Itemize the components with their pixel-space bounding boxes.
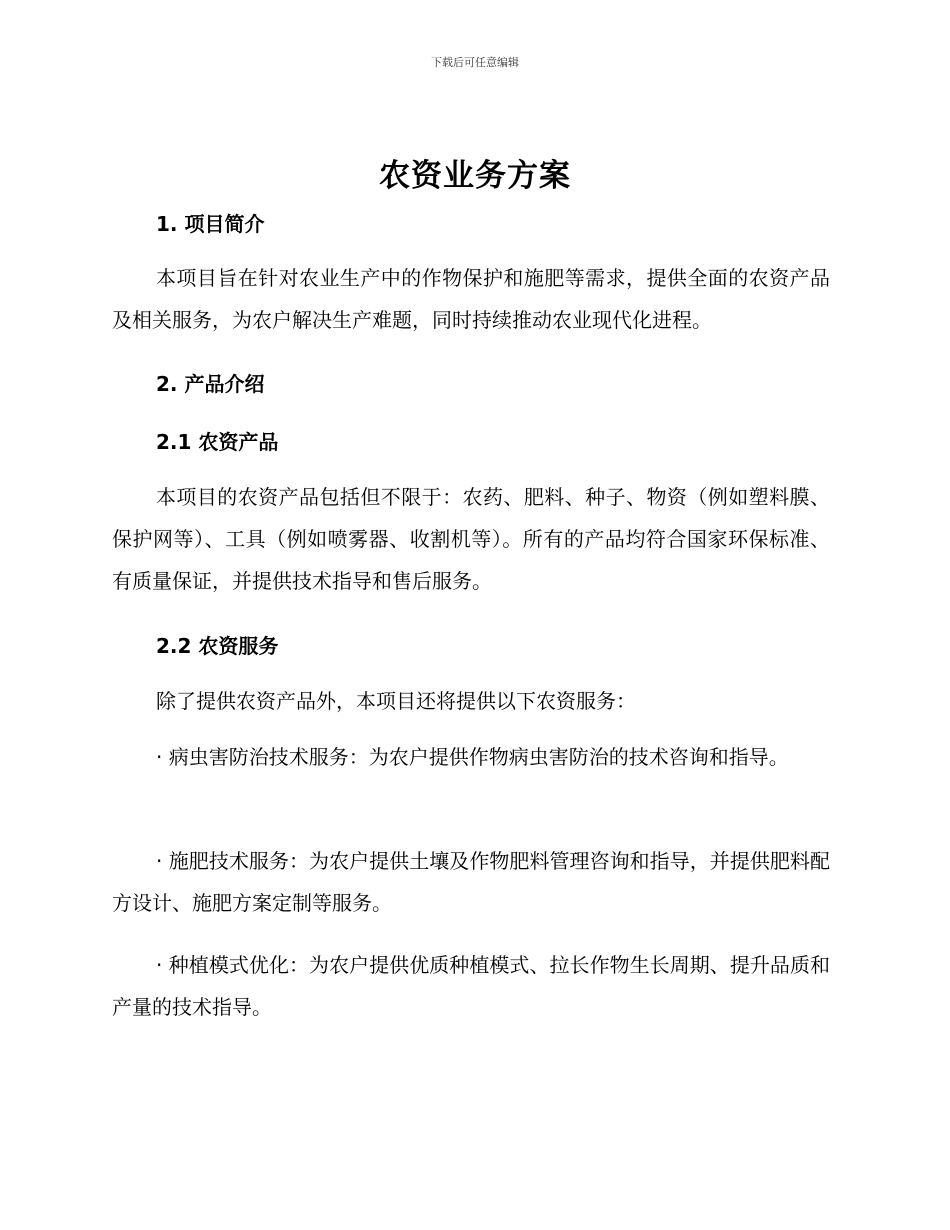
document-title: 农资业务方案 — [379, 158, 571, 194]
section-2-1-heading: 2.1 农资产品 — [156, 430, 279, 454]
section-2-2-intro: 除了提供农资产品外，本项目还将提供以下农资服务： — [156, 689, 636, 713]
section-2-heading: 2. 产品介绍 — [156, 372, 265, 396]
section-2-2-heading: 2.2 农资服务 — [156, 634, 279, 658]
section-1-paragraph: 本项目旨在针对农业生产中的作物保护和施肥等需求，提供全面的农资产品及相关服务，为农户解决生产难题，同时持续推动农业现代化进程。 — [112, 266, 830, 332]
service-bullet-pest-control: · 病虫害防治技术服务：为农户提供作物病虫害防治的技术咨询和指导。 — [156, 745, 789, 769]
service-bullet-planting-optimization: · 种植模式优化：为农户提供优质种植模式、拉长作物生长周期、提升品质和产量的技术指导。 — [112, 953, 830, 1019]
section-2-1-paragraph: 本项目的农资产品包括但不限于：农药、肥料、种子、物资（例如塑料膜、保护网等）、工具（例如喷雾器、收割机等）。所有的产品均符合国家环保标准、有质量保证，并提供技术指导和售后服务。 — [112, 485, 830, 593]
service-bullet-fertilization: · 施肥技术服务：为农户提供土壤及作物肥料管理咨询和指导，并提供肥料配方设计、施肥方案定制等服务。 — [112, 849, 830, 915]
section-1-heading: 1. 项目简介 — [156, 212, 265, 236]
page-header-note: 下载后可任意编辑 — [431, 56, 519, 69]
